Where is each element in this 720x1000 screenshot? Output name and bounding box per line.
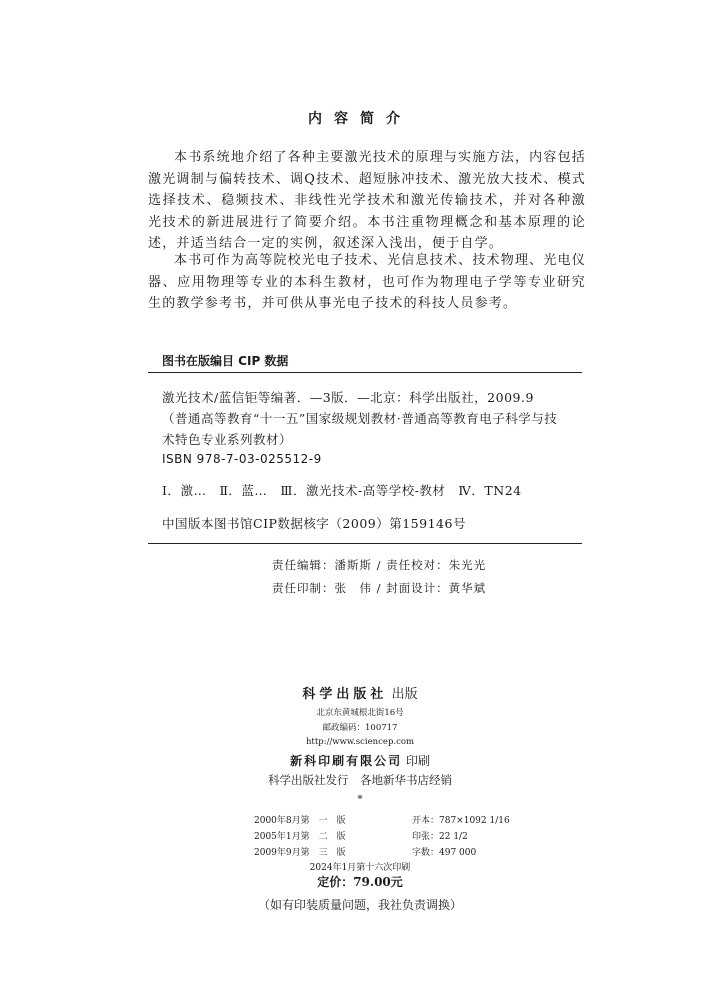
cip-classification: Ⅰ．激… Ⅱ．蓝… Ⅲ．激光技术-高等学校-教材 Ⅳ．TN24 [162,483,522,498]
cip-main-entry: 激光技术/蓝信钜等编著．—3版．—北京：科学出版社，2009.9 [162,390,534,405]
printer-line [0,752,720,769]
intro-paragraph-1: 本书系统地介绍了各种主要激光技术的原理与实施方法，内容包括激光调制与偏转技术、调Q技术、超短脉冲技术、激光放大技术、模式选择技术、稳频技术、非线性光学技术和激光传输技术，并对各种激光技术的新进展进行了简要介绍。本书注重物理概念和基本原理的论述，并适当结合一定的实例，叙述深入浅出，便于自学。 [148,150,586,251]
price: 定价：79.00元 [317,875,403,889]
quality-note: （如有印装质量问题，我社负责调换） [257,898,462,912]
edition-date: 2009年9月第 三 版 [254,848,346,858]
publisher-name: 科学出版社 [302,687,388,702]
edition-row [254,829,468,842]
distribution-line: 科学出版社发行 各地新华书店经销 [268,773,452,787]
edition-date: 2000年8月第 一 版 [254,816,346,826]
publisher-line [0,683,720,702]
edition-row [254,845,476,858]
cip-top-rule [148,372,582,373]
edition-spec: 字数：497 000 [412,848,477,858]
edition-row [254,813,510,826]
cip-approval-number: 中国版本图书馆CIP数据核字（2009）第159146号 [162,516,466,531]
intro-title: 内容简介 [308,111,412,127]
separator-asterisk: * [357,794,363,805]
printer-name: 新科印刷有限公司 [290,754,403,768]
publisher-suffix: 出版 [391,687,418,702]
staff-credits-row-2: 责任印制：张 伟 / 封面设计：黄华斌 [272,581,487,595]
edition-spec: 印张：22 1/2 [412,832,468,842]
edition-date: 2005年1月第 二 版 [254,832,346,842]
publisher-website: http://www.sciencep.com [305,737,415,747]
cip-series-line-2: 术特色专业系列教材） [162,432,293,447]
publisher-postcode: 邮政编码：100717 [322,723,398,733]
printer-suffix: 印刷 [405,754,430,768]
cip-isbn: ISBN 978-7-03-025512-9 [162,452,322,466]
edition-spec: 开本：787×1092 1/16 [412,816,510,826]
staff-credits-row-1: 责任编辑：潘斯斯 / 责任校对：朱光光 [272,558,487,572]
cip-series-line-1: （普通高等教育“十一五”国家级规划教材·普通高等教育电子科学与技 [162,411,558,426]
publisher-address: 北京东黄城根北街16号 [316,708,404,718]
cip-bottom-rule [148,543,582,544]
cip-heading: 图书在版编目 CIP 数据 [162,354,289,368]
print-run: 2024年1月第十六次印刷 [309,863,411,873]
intro-paragraph-2: 本书可作为高等院校光电子技术、光信息技术、技术物理、光电仪器、应用物理等专业的本科生教材，也可作为物理电子学等专业研究生的教学参考书，并可供从事光电子技术的科技人员参考。 [148,253,586,311]
